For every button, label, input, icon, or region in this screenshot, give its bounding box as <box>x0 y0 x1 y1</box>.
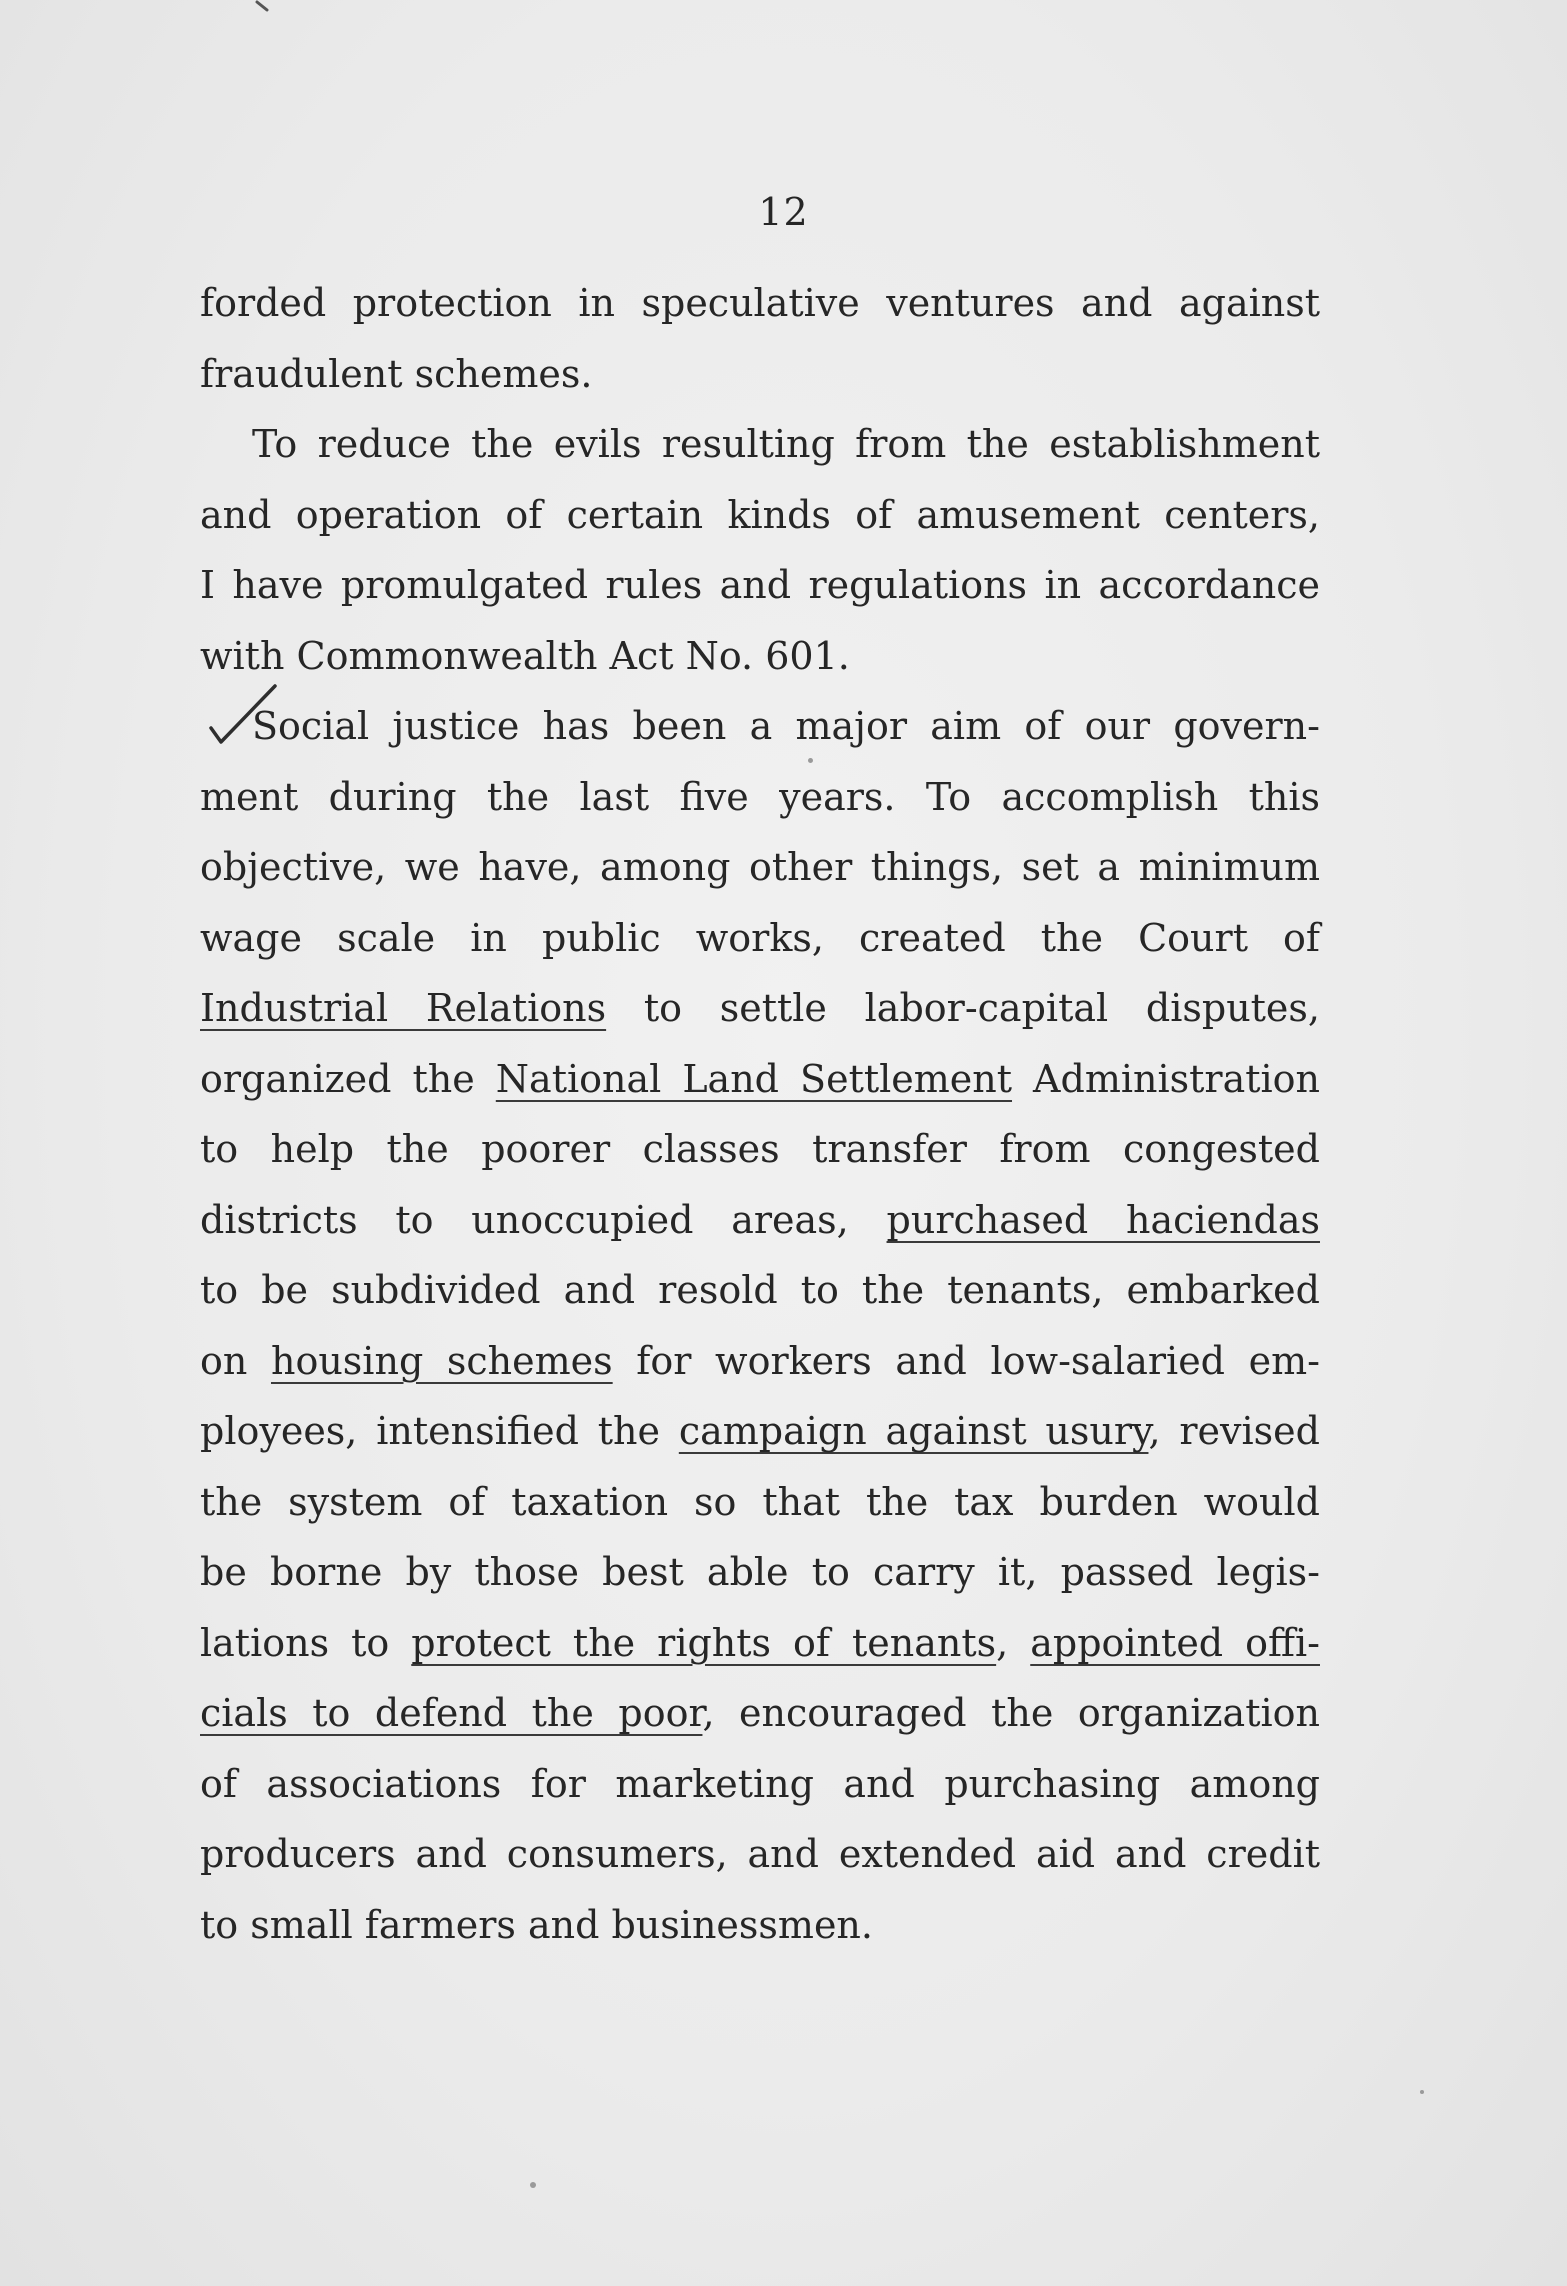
text-line <box>200 973 1320 1044</box>
text-run: I have promulgated rules and regulations in accordance <box>200 563 1320 607</box>
text-line <box>200 1749 1320 1820</box>
text-line <box>200 339 1320 410</box>
underlined-phrase: protect the rights of tenants <box>411 1620 997 1665</box>
text-line <box>200 1467 1320 1538</box>
text-line <box>200 409 1320 480</box>
text-line <box>200 762 1320 833</box>
text-run: , encouraged the organization <box>702 1691 1320 1735</box>
text-line <box>200 1608 1320 1679</box>
text-run: for workers and low-salaried em- <box>612 1338 1321 1383</box>
text-line <box>200 621 1320 692</box>
text-run: lations to <box>200 1620 412 1665</box>
text-run: organized the <box>200 1056 496 1101</box>
text-run: the system of taxation so that the tax burden would <box>200 1479 1320 1524</box>
text-run: forded protection in speculative ventures and against <box>200 281 1320 325</box>
underlined-phrase: campaign against usury <box>678 1409 1149 1453</box>
underlined-phrase: cials to defend the poor <box>200 1691 703 1735</box>
text-line <box>200 1890 1320 1961</box>
text-line <box>200 1819 1320 1890</box>
text-run: districts to unoccupied areas, <box>200 1197 887 1242</box>
text-run: wage scale in public works, created the Court of <box>200 915 1320 960</box>
text-run: and operation of certain kinds of amusement centers, <box>200 492 1320 537</box>
text-run: to small farmers and businessmen. <box>200 1902 873 1947</box>
text-line <box>200 268 1320 339</box>
text-line <box>200 550 1320 621</box>
underlined-phrase: purchased haciendas <box>886 1197 1320 1242</box>
paper-speck <box>1420 2090 1424 2094</box>
paper-speck <box>530 2182 536 2188</box>
text-run: with Commonwealth Act No. 601. <box>200 633 850 678</box>
text-line <box>200 1114 1320 1185</box>
text-line <box>200 691 1320 762</box>
text-line <box>200 903 1320 974</box>
text-run: be borne by those best able to carry it, passed legis- <box>200 1550 1320 1594</box>
text-run: to settle labor-capital disputes, <box>606 986 1320 1030</box>
page-number: 12 <box>758 190 809 234</box>
text-run: to help the poorer classes transfer from congested <box>200 1127 1320 1171</box>
text-run: to be subdivided and resold to the tenants, embarked <box>200 1268 1320 1312</box>
text-run: ment during the last five years. To accomplish this <box>200 774 1320 819</box>
text-line <box>200 1678 1320 1749</box>
text-run: ployees, intensified the <box>200 1409 679 1453</box>
text-line <box>200 1255 1320 1326</box>
text-line <box>200 1396 1320 1467</box>
text-run: Administration <box>1012 1056 1320 1101</box>
body-text <box>200 268 1320 1960</box>
text-run: objective, we have, among other things, set a minimum <box>200 845 1320 889</box>
text-line <box>200 1326 1320 1397</box>
underlined-phrase: Industrial Relations <box>200 986 607 1030</box>
text-run: on <box>200 1338 271 1383</box>
text-run: of associations for marketing and purchasing among <box>200 1761 1320 1806</box>
underlined-phrase: housing schemes <box>270 1338 613 1383</box>
text-run: fraudulent schemes. <box>200 351 593 396</box>
text-run: Social justice has been a major aim of our govern- <box>252 704 1320 748</box>
paper-speck <box>808 758 813 763</box>
text-line <box>200 832 1320 903</box>
text-run: , <box>996 1620 1031 1665</box>
corner-pen-mark <box>255 0 275 14</box>
text-line <box>200 480 1320 551</box>
underlined-phrase: appointed offi- <box>1030 1620 1320 1665</box>
text-line <box>200 1044 1320 1115</box>
text-run: , revised <box>1148 1409 1320 1453</box>
text-run: To reduce the evils resulting from the establishment <box>252 422 1320 466</box>
underlined-phrase: National Land Settlement <box>495 1056 1013 1101</box>
text-line <box>200 1537 1320 1608</box>
handwritten-checkmark-icon <box>205 680 305 760</box>
text-run: producers and consumers, and extended aid and credit <box>200 1832 1320 1876</box>
text-line <box>200 1185 1320 1256</box>
